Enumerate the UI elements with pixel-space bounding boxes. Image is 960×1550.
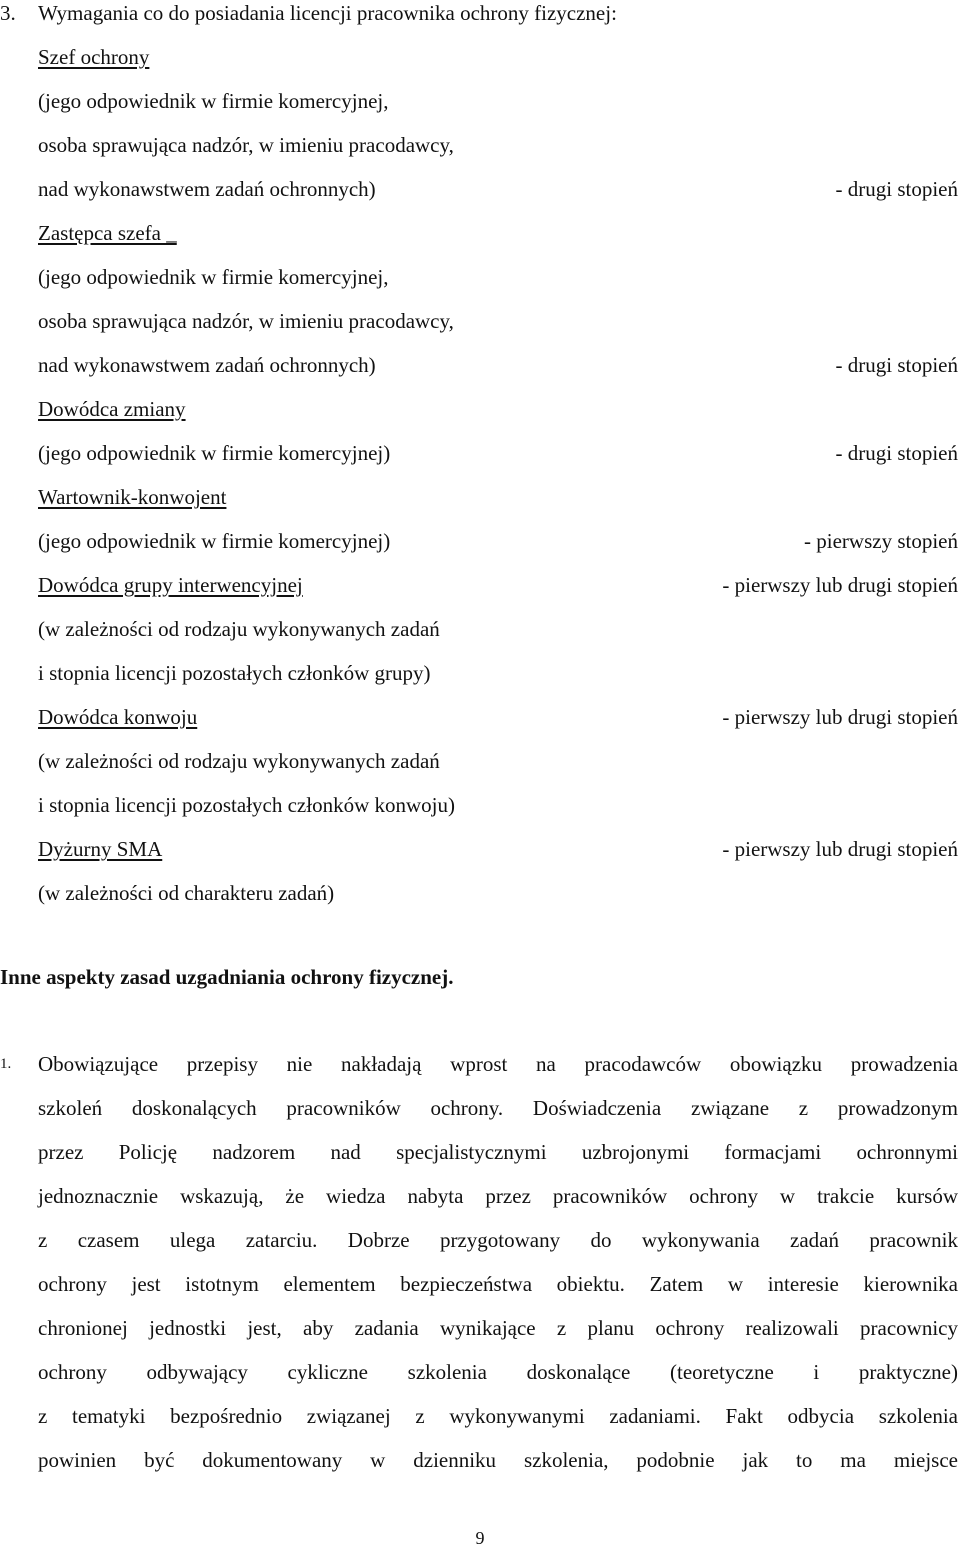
role-description: osoba sprawująca nadzór, w imieniu pracodawcy, (38, 133, 454, 157)
paragraph-line: z tematyki bezpośrednio związanej z wykonywanymi zadaniami. Fakt odbycia szkolenia (38, 1404, 958, 1428)
paragraph-line: szkoleń doskonalących pracowników ochrony. Doświadczenia związane z prowadzonym (38, 1096, 958, 1120)
role-degree: - pierwszy stopień (804, 529, 958, 553)
role-description: (w zależności od charakteru zadań) (38, 881, 335, 905)
paragraph-line: chronionej jednostki jest, aby zadania wynikające z planu ochrony realizowali pracownicy (38, 1316, 958, 1340)
role-degree: - pierwszy lub drugi stopień (722, 573, 958, 597)
role-degree: - drugi stopień (835, 177, 958, 201)
section-header (0, 0, 958, 30)
role-degree: - drugi stopień (835, 441, 958, 465)
paragraph-line: ochrony jest istotnym elementem bezpieczeństwa obiektu. Zatem w interesie kierownika (38, 1272, 958, 1296)
paragraph-line: Obowiązujące przepisy nie nakładają wprost na pracodawców obowiązku prowadzenia (38, 1052, 958, 1076)
role-name: Zastępca szefa _ (38, 221, 177, 245)
paragraph-line: powinien być dokumentowany w dzienniku szkolenia, podobnie jak to ma miejsce (38, 1448, 958, 1472)
role-line (38, 700, 958, 734)
role-line (38, 392, 958, 426)
page-number: 9 (475, 1528, 485, 1548)
paragraph-number: 1. (0, 1056, 12, 1072)
paragraph-line: z czasem ulega zatarciu. Dobrze przygotowany do wykonywania zadań pracownik (38, 1228, 958, 1252)
paragraph-line: jednoznacznie wskazują, że wiedza nabyta przez pracowników ochrony w trakcie kursów (38, 1184, 958, 1208)
role-name: Dowódca grupy interwencyjnej (38, 573, 303, 597)
role-line (38, 612, 958, 646)
role-line (38, 656, 958, 690)
role-name: Dowódca konwoju (38, 705, 198, 729)
role-line (38, 84, 958, 118)
role-name: Dyżurny SMA (38, 837, 163, 861)
role-degree: - drugi stopień (835, 353, 958, 377)
role-line (38, 832, 958, 866)
role-description: osoba sprawująca nadzór, w imieniu pracodawcy, (38, 309, 454, 333)
role-description: (jego odpowiednik w firmie komercyjnej, (38, 265, 389, 289)
role-description: (w zależności od rodzaju wykonywanych zadań (38, 617, 440, 641)
role-description: nad wykonawstwem zadań ochronnych) (38, 353, 376, 377)
role-degree: - pierwszy lub drugi stopień (722, 705, 958, 729)
paragraph-line: przez Policję nadzorem nad specjalistycznymi uzbrojonymi formacjami ochronnymi (38, 1140, 958, 1164)
role-line (38, 876, 958, 910)
role-line (38, 40, 958, 74)
role-line (38, 172, 958, 206)
role-line (38, 524, 958, 558)
paragraph-line: ochrony odbywający cykliczne szkolenia doskonalące (teoretyczne i praktyczne) (38, 1360, 958, 1384)
role-line (38, 348, 958, 382)
role-description: i stopnia licencji pozostałych członków grupy) (38, 661, 431, 685)
role-description: (jego odpowiednik w firmie komercyjnej) (38, 529, 391, 553)
role-line (38, 216, 958, 250)
role-line (38, 568, 958, 602)
paragraph (38, 1042, 958, 1482)
role-name: Wartownik-konwojent (38, 485, 227, 509)
role-name: Szef ochrony (38, 45, 150, 69)
role-description: (w zależności od rodzaju wykonywanych zadań (38, 749, 440, 773)
role-line (38, 480, 958, 514)
role-line (38, 128, 958, 162)
section-number: 3. (0, 1, 16, 25)
section-heading: Inne aspekty zasad uzgadniania ochrony fizycznej. (0, 965, 454, 989)
role-description: i stopnia licencji pozostałych członków konwoju) (38, 793, 455, 817)
role-name: Dowódca zmiany (38, 397, 186, 421)
role-line (38, 260, 958, 294)
role-line (38, 744, 958, 778)
role-description: (jego odpowiednik w firmie komercyjnej, (38, 89, 389, 113)
section-title: Wymagania co do posiadania licencji pracownika ochrony fizycznej: (38, 1, 617, 25)
role-line (38, 304, 958, 338)
role-description: (jego odpowiednik w firmie komercyjnej) (38, 441, 391, 465)
role-description: nad wykonawstwem zadań ochronnych) (38, 177, 376, 201)
role-line (38, 436, 958, 470)
role-line (38, 788, 958, 822)
role-degree: - pierwszy lub drugi stopień (722, 837, 958, 861)
